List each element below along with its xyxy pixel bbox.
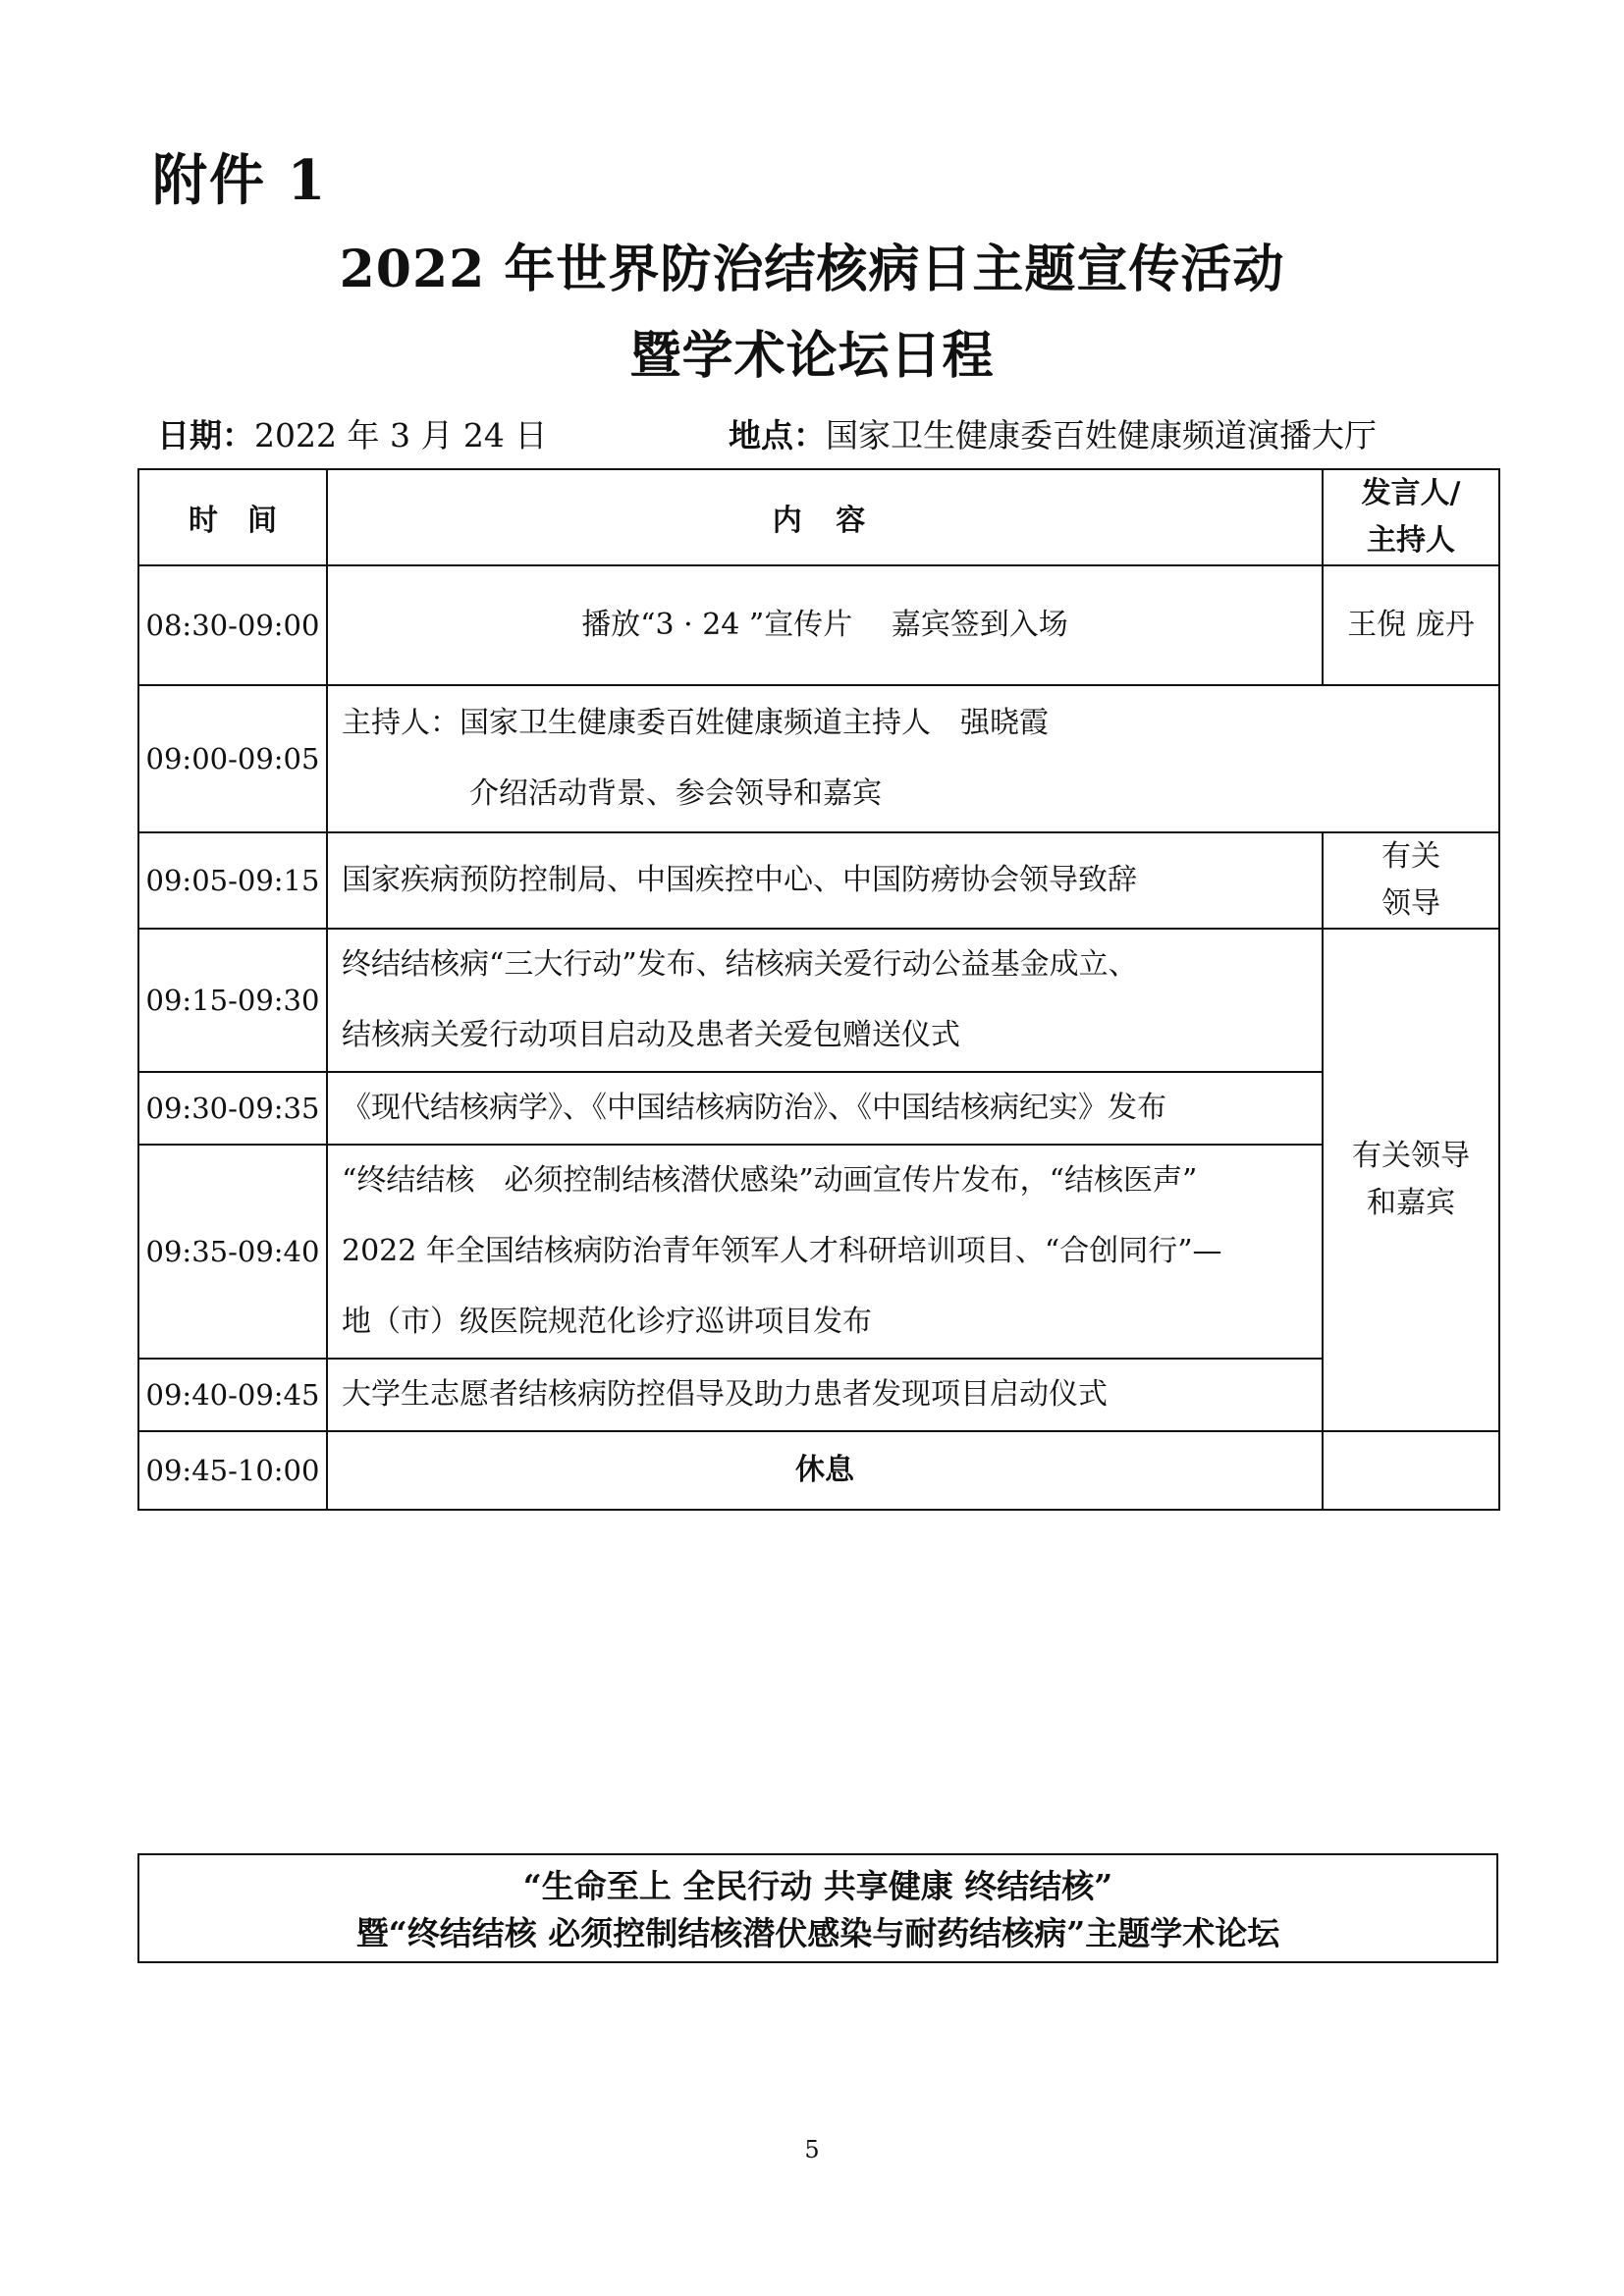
row-time: 09:15-09:30 xyxy=(138,929,327,1072)
table-row xyxy=(138,1072,1499,1145)
header-time: 时 间 xyxy=(138,469,327,565)
page-title-line-2: 暨学术论坛日程 xyxy=(629,326,995,386)
row-time: 09:30-09:35 xyxy=(138,1072,327,1145)
row-content: 《现代结核病学》、《中国结核病防治》、《中国结核病纪实》发布 xyxy=(327,1072,1323,1145)
row-speaker: 有关 领导 xyxy=(1323,832,1499,929)
place-value: 国家卫生健康委百姓健康频道演播大厅 xyxy=(826,416,1377,454)
row-time: 08:30-09:00 xyxy=(138,565,327,685)
table-row xyxy=(138,832,1499,929)
forum-line-2: 暨“终结结核 必须控制结核潜伏感染与耐药结核病”主题学术论坛 xyxy=(355,1914,1280,1952)
date-value: 2022 年 3 月 24 日 xyxy=(254,416,548,454)
row-content: 国家疾病预防控制局、中国疾控中心、中国防痨协会领导致辞 xyxy=(327,832,1323,929)
row-content: 终结结核病“三大行动”发布、结核病关爱行动公益基金成立、 结核病关爱行动项目启动及患者关爱包赠送仪式 xyxy=(327,929,1323,1072)
row-time: 09:00-09:05 xyxy=(138,685,327,832)
event-date xyxy=(157,410,547,456)
attachment-label: 附件 1 xyxy=(152,148,328,213)
table-row xyxy=(138,1431,1499,1510)
row-speaker xyxy=(1323,1431,1499,1510)
table-row xyxy=(138,929,1499,1072)
row-content: 播放“3 · 24 ”宣传片 嘉宾签到入场 xyxy=(327,565,1323,685)
row-speaker: 王倪 庞丹 xyxy=(1323,565,1499,685)
row-content: 主持人：国家卫生健康委百姓健康频道主持人 强晓霞 介绍活动背景、参会领导和嘉宾 xyxy=(327,685,1499,832)
event-place xyxy=(729,410,1377,456)
row-time: 09:40-09:45 xyxy=(138,1359,327,1431)
row-content: 休息 xyxy=(327,1431,1323,1510)
header-speaker: 发言人/ 主持人 xyxy=(1323,469,1499,565)
row-time: 09:05-09:15 xyxy=(138,832,327,929)
table-row xyxy=(138,1145,1499,1359)
row-content: 大学生志愿者结核病防控倡导及助力患者发现项目启动仪式 xyxy=(327,1359,1323,1431)
table-header-row xyxy=(138,469,1499,565)
row-content: “终结结核 必须控制结核潜伏感染”动画宣传片发布，“结核医声” 2022 年全国结核病防治青年领军人才科研培训项目、“合创同行”— 地（市）级医院规范化诊疗巡讲项目发布 xyxy=(327,1145,1323,1359)
forum-banner xyxy=(137,1853,1498,1963)
date-label: 日期： xyxy=(157,416,254,454)
place-label: 地点： xyxy=(729,416,826,454)
header-content: 内 容 xyxy=(327,469,1323,565)
schedule-table xyxy=(137,468,1500,1511)
row-time: 09:45-10:00 xyxy=(138,1431,327,1510)
row-time: 09:35-09:40 xyxy=(138,1145,327,1359)
page-title-line-1: 2022 年世界防治结核病日主题宣传活动 xyxy=(339,240,1285,299)
forum-line-1: “生命至上 全民行动 共享健康 终结结核” xyxy=(522,1867,1113,1905)
page-number: 5 xyxy=(804,2136,820,2163)
table-row xyxy=(138,565,1499,685)
table-row xyxy=(138,1359,1499,1431)
merged-speaker: 有关领导 和嘉宾 xyxy=(1323,929,1499,1431)
table-row xyxy=(138,685,1499,832)
